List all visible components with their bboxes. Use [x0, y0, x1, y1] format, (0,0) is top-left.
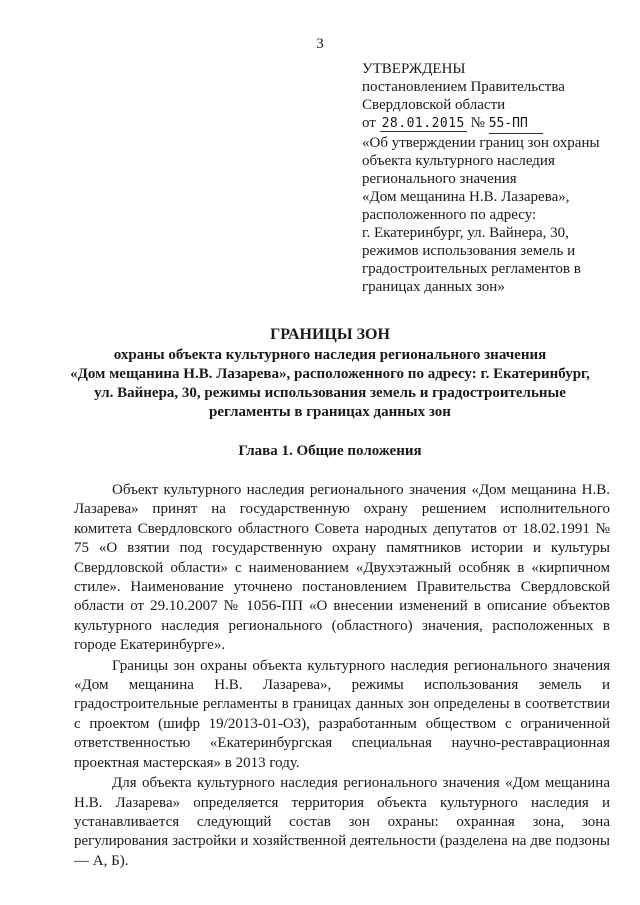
title-line: ул. Вайнера, 30, режимы использования земель и градостроительные	[94, 385, 566, 401]
date-prefix: от	[362, 115, 376, 131]
page-number: 3	[316, 36, 324, 52]
approval-date-line	[362, 114, 622, 134]
approval-number: 55-ПП	[489, 115, 543, 134]
number-prefix: №	[470, 115, 485, 131]
approval-subject-line: градостроительных регламентов в	[362, 261, 581, 277]
approval-line-1: постановлением Правительства	[362, 79, 565, 95]
title-line: «Дом мещанина Н.В. Лазарева», расположенного по адресу: г. Екатеринбург,	[70, 366, 590, 382]
approval-subject-line: регионального значения	[362, 171, 517, 187]
title-line: охраны объекта культурного наследия регионального значения	[113, 347, 547, 363]
approval-date: 28.01.2015	[381, 116, 465, 131]
paragraph: Границы зон охраны объекта культурного наследия регионального значения «Дом мещанина Н.В. Лазарева», режимы использования земель и градостроительные регламенты в границах данных зон определены в соответствии с проектом (шифр 19/2013-01-ОЗ), разработанным обществом с ограниченной ответственностью «Екатеринбургская специальная научно-реставрационная проектная мастерская» в 2013 году.	[74, 657, 610, 771]
title-line: регламенты в границах данных зон	[209, 404, 451, 420]
paragraph: Для объекта культурного наследия регионального значения «Дом мещанина Н.В. Лазарева» определяется территория объекта культурного наследия и устанавливается следующий состав зон охраны: охранная зона, зона регулирования застройки и хозяйственной деятельности (разделена на две подзоны — А, Б).	[74, 775, 610, 869]
approval-subject-line: «Об утверждении границ зон охраны	[362, 135, 600, 151]
approval-subject-line: режимов использования земель и	[362, 243, 576, 259]
approval-heading: УТВЕРЖДЕНЫ	[362, 61, 466, 77]
approval-line-2: Свердловской области	[362, 97, 506, 113]
approval-subject-line: г. Екатеринбург, ул. Вайнера, 30,	[362, 225, 569, 241]
approval-subject-line: «Дом мещанина Н.В. Лазарева»,	[362, 189, 570, 205]
document-title	[60, 325, 600, 422]
paragraph: Объект культурного наследия регионального значения «Дом мещанина Н.В. Лазарева» принят на государственную охрану решением исполнительного комитета Свердловского областного Совета народных депутатов от 18.02.1991 № 75 «О взятии под государственную охрану памятников истории и культуры Свердловской области» с наименованием «Двухэтажный особняк в «кирпичном стиле». Наименование уточнено постановлением Правительства Свердловской области от 29.10.2007 № 1056-ПП «О внесении изменений в описание объектов культурного наследия регионального (областного) значения, расположенных в городе Екатеринбурге».	[74, 482, 610, 654]
approval-subject-line: объекта культурного наследия	[362, 153, 555, 169]
approval-subject-line: расположенного по адресу:	[362, 207, 537, 223]
title-main: ГРАНИЦЫ ЗОН	[270, 326, 390, 343]
chapter-heading: Глава 1. Общие положения	[238, 443, 422, 459]
approval-stamp	[362, 60, 622, 296]
body-text	[74, 481, 610, 871]
approval-subject-line: границах данных зон»	[362, 279, 505, 295]
